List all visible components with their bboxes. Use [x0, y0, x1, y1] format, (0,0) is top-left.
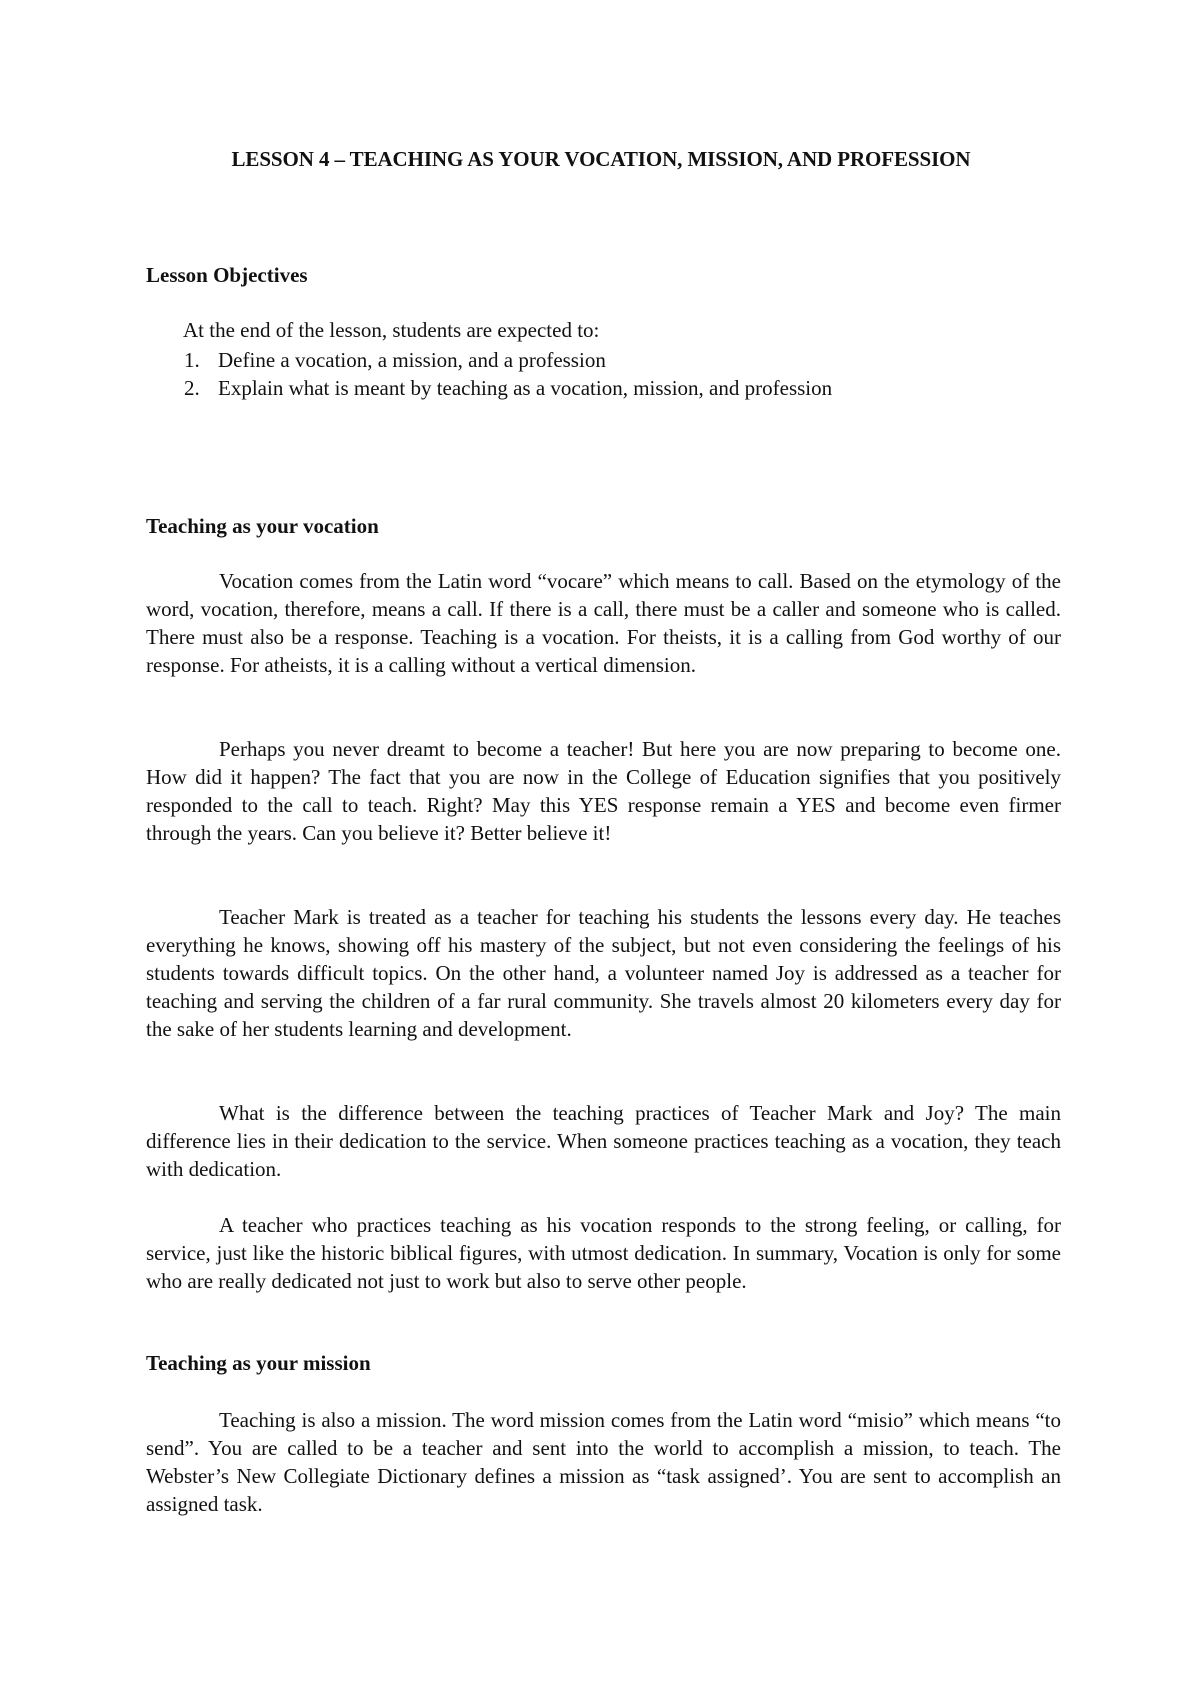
- mission-paragraph: Teaching is also a mission. The word mission comes from the Latin word “misio” which means “to send”. You are called to be a teacher and sent into the world to accomplish a mission, to teach. The Webster’s New Collegiate Dictionary defines a mission as “task assigned’. You are sent to accomplish an assigned task.: [146, 1408, 1061, 1516]
- vocation-paragraph: Teacher Mark is treated as a teacher for teaching his students the lessons every day. He teaches everything he knows, showing off his mastery of the subject, but not even considering the feelings of his students towards difficult topics. On the other hand, a volunteer named Joy is addressed as a teacher for teaching and serving the children of a far rural community. She travels almost 20 kilometers every day for the sake of her students learning and development.: [146, 905, 1061, 1041]
- objectives-list: [146, 346, 832, 402]
- vocation-paragraph: What is the difference between the teaching practices of Teacher Mark and Joy? The main difference lies in their dedication to the service. When someone practices teaching as a vocation, they teach with dedication.: [146, 1101, 1061, 1181]
- objective-item: [146, 374, 832, 402]
- page-title: LESSON 4 – TEACHING AS YOUR VOCATION, MISSION, AND PROFESSION: [231, 147, 971, 171]
- vocation-heading: Teaching as your vocation: [146, 514, 379, 538]
- objective-number: 2.: [184, 376, 200, 400]
- objective-text: Explain what is meant by teaching as a vocation, mission, and profession: [218, 376, 833, 400]
- objective-number: 1.: [184, 348, 200, 372]
- objective-text: Define a vocation, a mission, and a profession: [218, 348, 606, 372]
- objectives-intro: At the end of the lesson, students are expected to:: [183, 318, 600, 342]
- objective-item: [146, 346, 832, 374]
- mission-heading: Teaching as your mission: [146, 1351, 371, 1375]
- vocation-paragraph: A teacher who practices teaching as his vocation responds to the strong feeling, or calling, for service, just like the historic biblical figures, with utmost dedication. In summary, Vocation is only for some who are really dedicated not just to work but also to serve other people.: [146, 1213, 1061, 1293]
- objectives-heading: Lesson Objectives: [146, 263, 308, 287]
- vocation-paragraph: Perhaps you never dreamt to become a teacher! But here you are now preparing to become one. How did it happen? The fact that you are now in the College of Education signifies that you positively responded to the call to teach. Right? May this YES response remain a YES and become even firmer through the years. Can you believe it? Better believe it!: [146, 737, 1061, 845]
- vocation-paragraph: Vocation comes from the Latin word “vocare” which means to call. Based on the etymology of the word, vocation, therefore, means a call. If there is a call, there must be a caller and someone who is called. There must also be a response. Teaching is a vocation. For theists, it is a calling from God worthy of our response. For atheists, it is a calling without a vertical dimension.: [146, 569, 1061, 677]
